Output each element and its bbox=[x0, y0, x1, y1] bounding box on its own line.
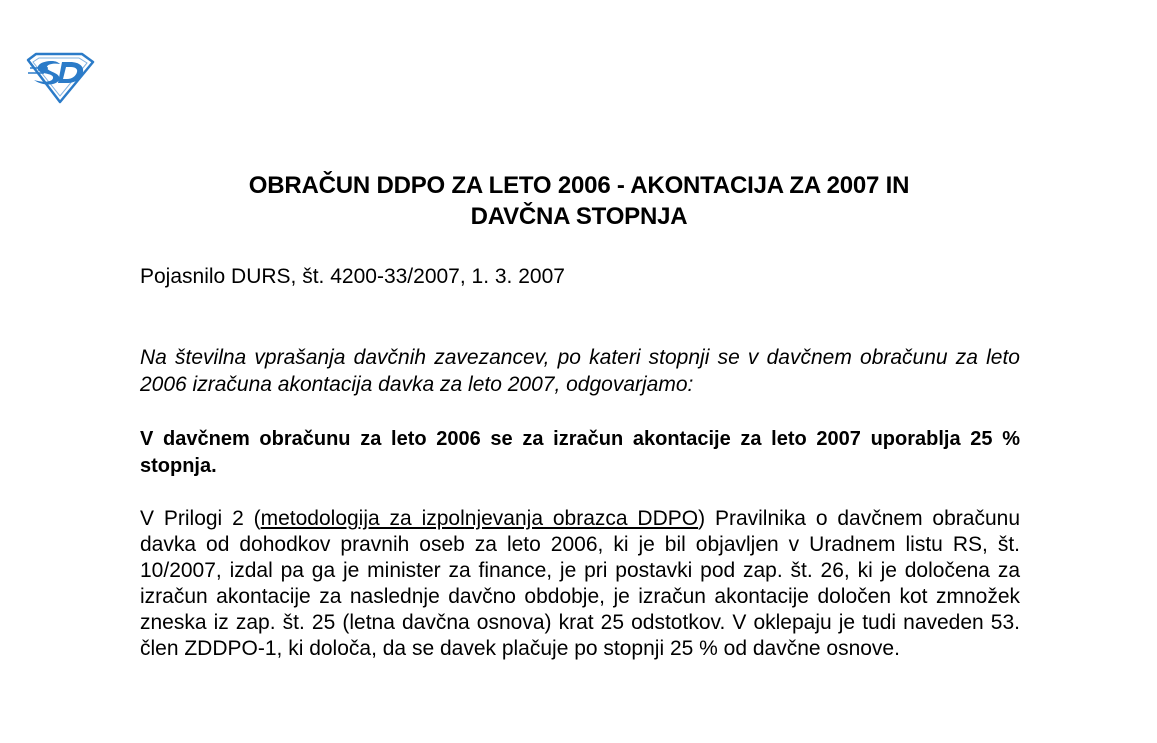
body-paragraph bbox=[140, 506, 1020, 662]
title-line-2: DAVČNA STOPNJA bbox=[470, 203, 688, 230]
body-text-before-link: V Prilogi 2 ( bbox=[140, 507, 261, 530]
document-title bbox=[140, 170, 1018, 232]
source-reference: Pojasnilo DURS, št. 4200-33/2007, 1. 3. 2007 bbox=[140, 265, 565, 288]
methodology-link[interactable]: metodologija za izpolnjevanja obrazca DDPO bbox=[260, 507, 699, 530]
answer-paragraph: V davčnem obračunu za leto 2006 se za izračun akontacije za leto 2007 uporablja 25 % stopnja. bbox=[140, 428, 1020, 477]
question-paragraph: Na številna vprašanja davčnih zavezancev, po kateri stopnji se v davčnem obračunu za leto 2006 izračuna akontacija davka za leto 2007, odgovarjamo: bbox=[140, 346, 1020, 396]
sd-shield-logo-icon bbox=[22, 52, 96, 104]
title-line-1: OBRAČUN DDPO ZA LETO 2006 - AKONTACIJA ZA 2007 IN bbox=[248, 172, 910, 199]
body-text-after-link: ) Pravilnika o davčnem obračunu davka od dohodkov pravnih oseb za leto 2006, ki je bil objavljen v Uradnem listu RS, št. 10/2007, izdal pa ga je minister za finance, je pri postavki pod zap. št. 26, ki je določena za izračun akontacije za naslednje davčno obdobje, je izračun akontacije določen kot zmnožek zneska iz zap. št. 25 (letna davčna osnova) krat 25 odstotkov. V oklepaju je tudi naveden 53. člen ZDDPO-1, ki določa, da se davek plačuje po stopnji 25 % od davčne osnove. bbox=[140, 507, 1020, 660]
